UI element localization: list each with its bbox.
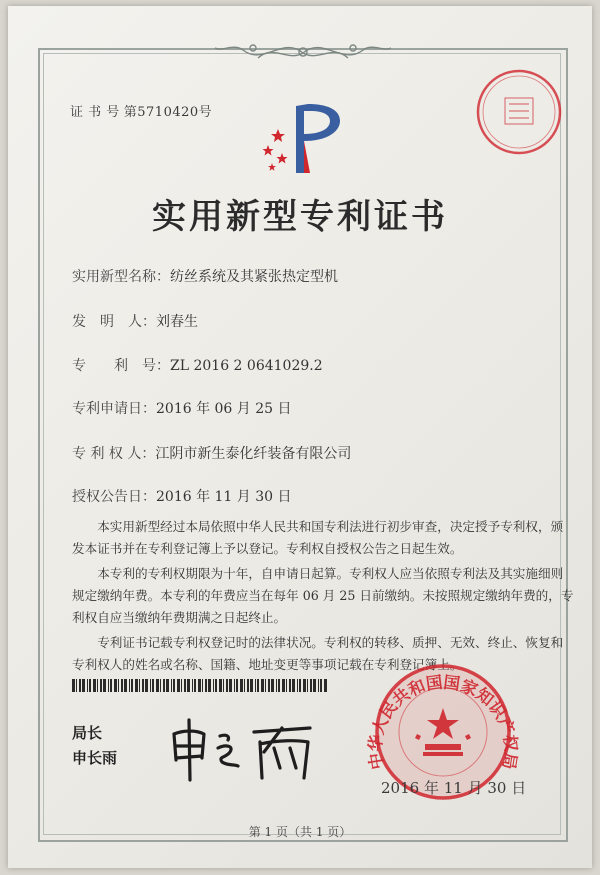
barcode-icon <box>72 679 327 692</box>
field-label: 专 利 号： <box>72 358 170 374</box>
body-paragraph-line: 规定缴纳年费。本专利的年费应当在每年 06 月 25 日前缴纳。未按照规定缴纳年费的，专 <box>72 588 574 603</box>
certificate-number-value: 第5710420号 <box>123 105 213 120</box>
ornament-icon <box>213 38 393 68</box>
certificate-number <box>70 101 212 120</box>
field-utility-model-name <box>72 266 338 286</box>
field-application-date <box>72 398 292 418</box>
certificate-title: 实用新型专利证书 <box>152 197 448 237</box>
body-paragraph-line: 专利证书记载专利权登记时的法律状况。专利权的转移、质押、无效、终止、恢复和 <box>72 635 564 650</box>
field-label: 专 利 权 人： <box>72 446 156 462</box>
body-paragraph-line: 专利权人的姓名或名称、国籍、地址变更等事项记载在专利登记簿上。 <box>72 657 463 672</box>
grant-date-stamp: 2016 年 11 月 30 日 <box>381 779 527 797</box>
certificate-paper <box>8 6 592 868</box>
director-signature-icon <box>168 712 318 784</box>
field-value: ZL 2016 2 0641029.2 <box>170 358 323 374</box>
field-patentee <box>72 443 351 463</box>
field-label: 专利申请日： <box>72 401 156 417</box>
field-grant-date <box>72 486 292 506</box>
patent-office-logo-icon <box>258 101 358 181</box>
body-paragraph-line: 发本证书并在专利登记簿上予以登记。专利权自授权公告之日起生效。 <box>72 541 463 556</box>
field-label: 实用新型名称： <box>72 269 170 285</box>
body-paragraph-line: 本实用新型经过本局依照中华人民共和国专利法进行初步审查，决定授予专利权，颁 <box>72 519 564 534</box>
director-title: 局长 <box>72 724 103 742</box>
body-paragraph-line: 本专利的专利权期限为十年，自申请日起算。专利权人应当依照专利法及其实施细则 <box>72 566 564 581</box>
seal-text: 中华人民共和国国家知识产权局 <box>365 672 521 771</box>
field-value: 2016 年 11 月 30 日 <box>156 489 292 505</box>
agency-seal-icon <box>475 68 563 156</box>
field-label: 授权公告日： <box>72 489 156 505</box>
field-label: 发 明 人： <box>72 314 156 330</box>
director-name: 申长雨 <box>72 749 118 767</box>
field-value: 江阴市新生泰化纤装备有限公司 <box>155 446 352 462</box>
field-inventor <box>72 311 198 331</box>
page-number: 第 1 页（共 1 页） <box>248 825 352 839</box>
field-value: 2016 年 06 月 25 日 <box>156 401 292 417</box>
field-value: 纺丝系统及其紧张热定型机 <box>170 269 338 285</box>
field-patent-number <box>72 355 323 375</box>
field-value: 刘春生 <box>156 314 198 330</box>
certificate-number-label: 证 书 号 <box>70 105 120 120</box>
body-paragraph-line: 利权自应当缴纳年费期满之日起终止。 <box>72 610 287 625</box>
